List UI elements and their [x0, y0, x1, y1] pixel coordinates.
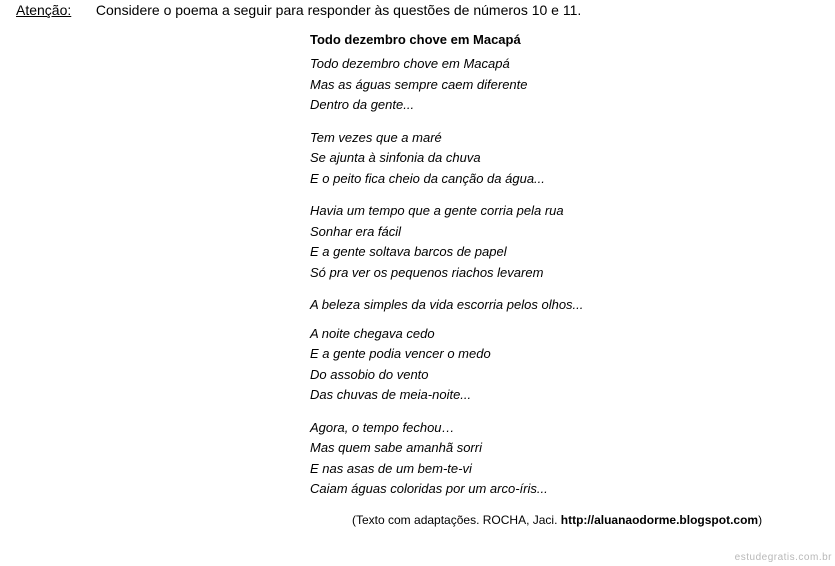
poem-line: Só pra ver os pequenos riachos levarem: [310, 264, 544, 280]
stanza-4: [310, 295, 810, 316]
stanza-6: [310, 418, 810, 500]
source-credit: [352, 512, 762, 528]
poem-line: Sonhar era fácil: [310, 223, 402, 239]
poem-line: E o peito fica cheio da canção da água...: [310, 170, 545, 186]
poem-line: Se ajunta à sinfonia da chuva: [310, 150, 481, 165]
credit-prefix: (Texto com adaptações. ROCHA, Jaci.: [352, 513, 561, 527]
stanza-1: [310, 54, 810, 116]
poem-line: E a gente podia vencer o medo: [310, 346, 491, 361]
poem-line: Das chuvas de meia-noite...: [310, 387, 472, 402]
watermark: estudegratis.com.br: [734, 552, 832, 563]
poem-line: Do assobio do vento: [310, 366, 429, 382]
stanza-5: [310, 324, 810, 406]
poem-line: Dentro da gente...: [310, 97, 415, 112]
poem-line: Todo dezembro chove em Macapá: [310, 56, 510, 71]
attention-header: [16, 2, 581, 18]
poem-line: Caiam águas coloridas por um arco-íris...: [310, 481, 548, 496]
stanza-2: [310, 128, 810, 190]
credit-suffix: ): [758, 513, 763, 527]
poem-line: E a gente soltava barcos de papel: [310, 244, 507, 259]
stanza-3: [310, 201, 810, 283]
poem-line: Mas quem sabe amanhã sorri: [310, 440, 482, 455]
poem-line: Mas as águas sempre caem diferente: [310, 76, 528, 92]
poem-line: Agora, o tempo fechou…: [310, 419, 455, 435]
poem-line: Havia um tempo que a gente corria pela rua: [310, 203, 564, 218]
poem-title: Todo dezembro chove em Macapá: [310, 32, 521, 47]
poem-line: A beleza simples da vida escorria pelos olhos...: [310, 297, 584, 312]
attention-label: Atenção:: [16, 2, 72, 18]
source-link[interactable]: http://aluanaodorme.blogspot.com: [560, 513, 759, 527]
poem: [310, 31, 810, 500]
poem-line: A noite chegava cedo: [310, 325, 435, 341]
poem-line: Tem vezes que a maré: [310, 129, 442, 145]
attention-text: Considere o poema a seguir para responder às questões de números 10 e 11.: [95, 2, 582, 18]
poem-line: E nas asas de um bem-te-vi: [310, 460, 472, 476]
